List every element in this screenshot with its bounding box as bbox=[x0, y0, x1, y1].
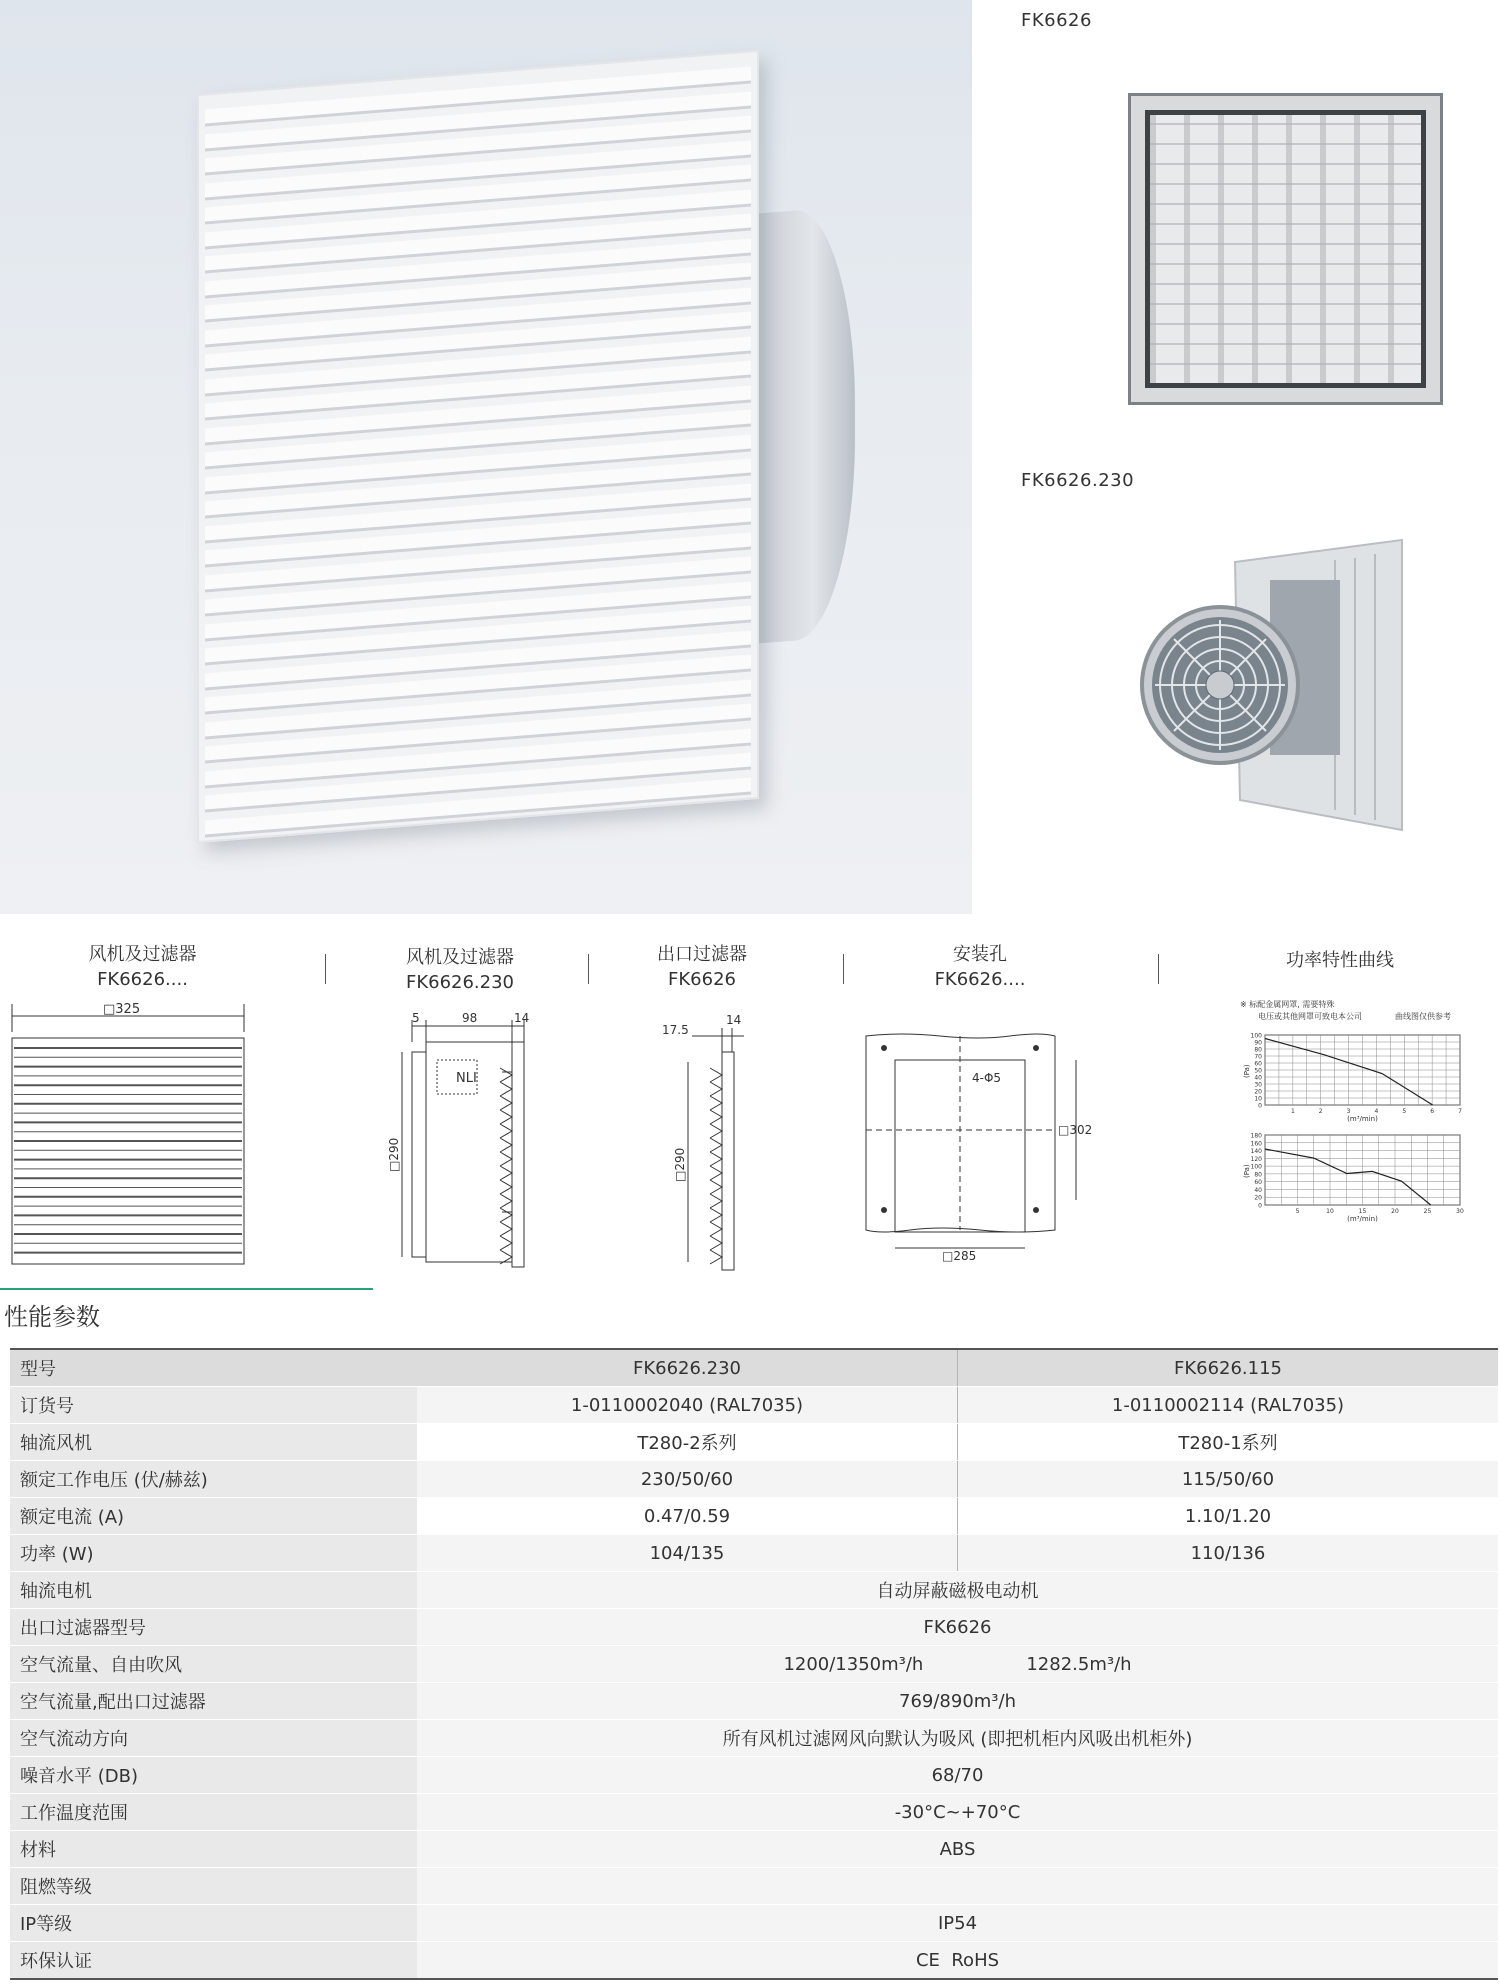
table-cell bbox=[417, 1868, 1498, 1905]
y-tick-label: 80 bbox=[1254, 1046, 1262, 1054]
table-cell: 阻燃等级 bbox=[10, 1868, 417, 1905]
table-row bbox=[10, 1387, 1498, 1424]
dim-holes: 4-Φ5 bbox=[972, 1071, 1002, 1085]
x-tick-label: 5 bbox=[1402, 1108, 1407, 1115]
x-tick-label: 25 bbox=[1423, 1208, 1432, 1215]
table-cell: 轴流风机 bbox=[10, 1424, 417, 1461]
filter-back-photo bbox=[1128, 93, 1443, 405]
drawing-title-3: 出口过滤器 FK6626 bbox=[657, 944, 747, 990]
dim-14: 14 bbox=[726, 1013, 742, 1027]
y-tick-label: 50 bbox=[1254, 1067, 1262, 1075]
y-tick-label: 160 bbox=[1250, 1140, 1262, 1148]
y-axis-label: (Pa) bbox=[1243, 1164, 1251, 1178]
pressure-flow-chart-2 bbox=[1243, 1133, 1464, 1224]
y-tick-label: 0 bbox=[1258, 1102, 1262, 1110]
y-tick-label: 10 bbox=[1254, 1095, 1262, 1103]
table-row bbox=[10, 1831, 1498, 1868]
table-row bbox=[10, 1794, 1498, 1831]
table-row bbox=[10, 1535, 1498, 1572]
y-tick-label: 140 bbox=[1250, 1148, 1262, 1156]
table-row bbox=[10, 1757, 1498, 1794]
table-cell: CE RoHS bbox=[417, 1942, 1498, 1980]
drawing-front-grille bbox=[8, 1000, 248, 1270]
dim-17-5: 17.5 bbox=[662, 1023, 689, 1037]
table-cell: 环保认证 bbox=[10, 1942, 417, 1980]
x-tick-label: 7 bbox=[1458, 1108, 1462, 1115]
table-cell: 自动屏蔽磁极电动机 bbox=[417, 1572, 1498, 1609]
table-row bbox=[10, 1720, 1498, 1757]
x-tick-label: 30 bbox=[1456, 1208, 1464, 1215]
y-tick-label: 20 bbox=[1254, 1194, 1262, 1202]
separator bbox=[325, 954, 326, 984]
table-cell: -30°C~+70°C bbox=[417, 1794, 1498, 1831]
pressure-flow-chart-1 bbox=[1243, 1033, 1462, 1124]
drawing-mounting-holes bbox=[860, 1030, 1100, 1275]
table-cell: 型号 bbox=[10, 1349, 417, 1387]
louver-profile bbox=[710, 1068, 722, 1264]
table-cell: 空气流动方向 bbox=[10, 1720, 417, 1757]
table-cell: FK6626.230 bbox=[417, 1349, 958, 1387]
table-row bbox=[10, 1498, 1498, 1535]
table-cell: 230/50/60 bbox=[417, 1461, 958, 1498]
drawing-title-2: 风机及过滤器 FK6626.230 bbox=[405, 947, 515, 993]
table-cell: 1-0110002040 (RAL7035) bbox=[417, 1387, 958, 1424]
spec-table bbox=[10, 1348, 1498, 1980]
curve-note-1: ※ 标配金属网罩, 需要特殊 bbox=[1240, 1000, 1335, 1009]
table-cell: 材料 bbox=[10, 1831, 417, 1868]
louvered-grille bbox=[197, 50, 759, 843]
y-tick-label: 40 bbox=[1254, 1074, 1262, 1082]
separator bbox=[588, 954, 589, 984]
y-axis-label: (Pa) bbox=[1243, 1064, 1251, 1078]
table-cell: FK6626.115 bbox=[958, 1349, 1499, 1387]
dim-285: □285 bbox=[942, 1249, 977, 1263]
table-cell: 115/50/60 bbox=[958, 1461, 1499, 1498]
table-cell: 轴流电机 bbox=[10, 1572, 417, 1609]
section-title: 性能参数 bbox=[4, 1303, 100, 1331]
table-cell: 空气流量、自由吹风 bbox=[10, 1646, 417, 1683]
y-tick-label: 70 bbox=[1254, 1053, 1262, 1061]
performance-curve bbox=[1265, 1039, 1433, 1106]
curve-note-3: 曲线图仅供参考 bbox=[1395, 1012, 1451, 1021]
table-cell: 1200/1350m³/h 1282.5m³/h bbox=[417, 1646, 1498, 1683]
dim-302: □302 bbox=[1058, 1123, 1093, 1137]
y-tick-label: 180 bbox=[1250, 1132, 1262, 1140]
y-tick-label: 20 bbox=[1254, 1088, 1262, 1096]
table-cell: 订货号 bbox=[10, 1387, 417, 1424]
x-axis-label: (m³/min) bbox=[1347, 1115, 1378, 1123]
fan-unit-photo bbox=[1140, 540, 1405, 845]
drawing-fan-side bbox=[387, 1011, 542, 1272]
x-tick-label: 10 bbox=[1326, 1208, 1334, 1215]
x-tick-label: 15 bbox=[1358, 1208, 1367, 1215]
drawing-title-4: 安装孔 FK6626.... bbox=[934, 944, 1026, 990]
table-cell: T280-1系列 bbox=[958, 1424, 1499, 1461]
table-row bbox=[10, 1424, 1498, 1461]
separator bbox=[843, 954, 844, 984]
table-row bbox=[10, 1683, 1498, 1720]
label-fk6626-230: FK6626.230 bbox=[1021, 470, 1135, 491]
separator bbox=[1158, 954, 1159, 984]
dim-98: 98 bbox=[462, 1011, 478, 1025]
table-row bbox=[10, 1572, 1498, 1609]
table-row bbox=[10, 1942, 1498, 1980]
y-tick-label: 60 bbox=[1254, 1060, 1262, 1068]
x-axis-label: (m³/min) bbox=[1347, 1215, 1378, 1223]
terminal-label: NLI bbox=[456, 1071, 477, 1086]
dim-5: 5 bbox=[412, 1011, 420, 1025]
y-tick-label: 80 bbox=[1254, 1171, 1262, 1179]
y-tick-label: 40 bbox=[1254, 1186, 1262, 1194]
x-tick-label: 5 bbox=[1295, 1208, 1300, 1215]
table-cell: FK6626 bbox=[417, 1609, 1498, 1646]
section-divider bbox=[0, 1288, 373, 1290]
table-cell: IP54 bbox=[417, 1905, 1498, 1942]
table-row bbox=[10, 1905, 1498, 1942]
label-fk6626: FK6626 bbox=[1021, 10, 1092, 31]
fan-motor-housing bbox=[750, 206, 855, 644]
x-tick-label: 4 bbox=[1374, 1108, 1379, 1115]
table-row bbox=[10, 1868, 1498, 1905]
table-cell: IP等级 bbox=[10, 1905, 417, 1942]
table-cell: 0.47/0.59 bbox=[417, 1498, 958, 1535]
performance-curve bbox=[1265, 1149, 1431, 1205]
drawing-performance-curves bbox=[1210, 995, 1480, 1275]
x-tick-label: 20 bbox=[1391, 1208, 1399, 1215]
table-cell: 额定电流 (A) bbox=[10, 1498, 417, 1535]
louver-profile bbox=[500, 1068, 512, 1264]
main-product-photo bbox=[0, 0, 972, 914]
drawing-title-5: 功率特性曲线 bbox=[1286, 950, 1394, 971]
table-cell: 68/70 bbox=[417, 1757, 1498, 1794]
dim-325: □325 bbox=[103, 1002, 141, 1017]
drawing-title-1: 风机及过滤器 FK6626.... bbox=[88, 944, 197, 990]
table-cell: 空气流量,配出口过滤器 bbox=[10, 1683, 417, 1720]
table-row bbox=[10, 1609, 1498, 1646]
table-row bbox=[10, 1646, 1498, 1683]
y-tick-label: 60 bbox=[1254, 1179, 1262, 1187]
dim-290: □290 bbox=[387, 1137, 401, 1172]
x-tick-label: 3 bbox=[1346, 1108, 1351, 1115]
table-cell: 110/136 bbox=[958, 1535, 1499, 1572]
table-cell: 额定工作电压 (伏/赫兹) bbox=[10, 1461, 417, 1498]
table-cell: ABS bbox=[417, 1831, 1498, 1868]
table-cell: 功率 (W) bbox=[10, 1535, 417, 1572]
table-cell: 1.10/1.20 bbox=[958, 1498, 1499, 1535]
table-cell: 出口过滤器型号 bbox=[10, 1609, 417, 1646]
table-cell: T280-2系列 bbox=[417, 1424, 958, 1461]
dim-290: □290 bbox=[673, 1147, 687, 1182]
curve-note-2: 电压或其他网罩可致电本公司 bbox=[1258, 1012, 1362, 1021]
y-tick-label: 100 bbox=[1250, 1032, 1262, 1040]
dim-14: 14 bbox=[514, 1011, 530, 1025]
table-cell: 769/890m³/h bbox=[417, 1683, 1498, 1720]
x-tick-label: 6 bbox=[1430, 1108, 1435, 1115]
drawing-outlet-filter bbox=[652, 1012, 772, 1272]
x-tick-label: 1 bbox=[1290, 1108, 1295, 1115]
y-tick-label: 30 bbox=[1254, 1081, 1262, 1089]
y-tick-label: 100 bbox=[1250, 1163, 1262, 1171]
y-tick-label: 0 bbox=[1258, 1202, 1262, 1210]
y-tick-label: 120 bbox=[1250, 1155, 1262, 1163]
table-cell: 工作温度范围 bbox=[10, 1794, 417, 1831]
table-cell: 噪音水平 (DB) bbox=[10, 1757, 417, 1794]
y-tick-label: 90 bbox=[1254, 1039, 1262, 1047]
table-cell: 104/135 bbox=[417, 1535, 958, 1572]
table-cell: 所有风机过滤网风向默认为吸风 (即把机柜内风吸出机柜外) bbox=[417, 1720, 1498, 1757]
table-cell: 1-0110002114 (RAL7035) bbox=[958, 1387, 1499, 1424]
table-header-row bbox=[10, 1349, 1498, 1387]
x-tick-label: 2 bbox=[1318, 1108, 1323, 1115]
table-row bbox=[10, 1461, 1498, 1498]
